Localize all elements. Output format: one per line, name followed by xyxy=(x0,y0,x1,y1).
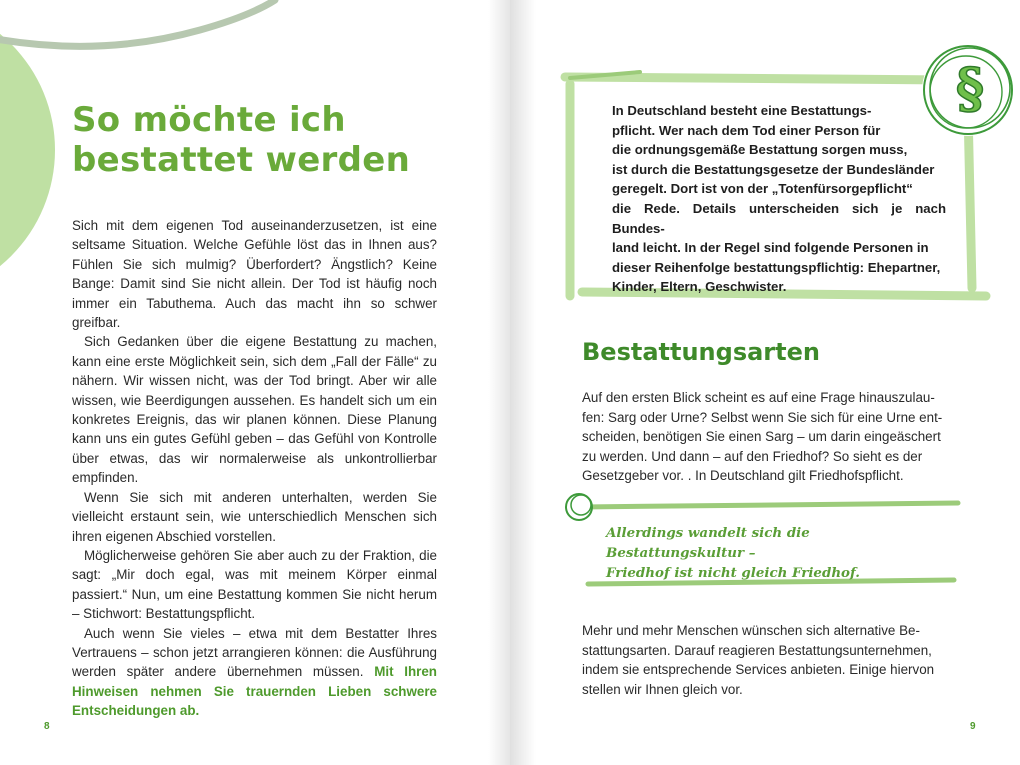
left-body-text xyxy=(72,216,437,721)
box-line: die Rede. Details unterscheiden sich je nach Bundes- xyxy=(612,200,946,236)
box-line: Kinder, Eltern, Geschwister. xyxy=(612,279,787,295)
para1-line: zu werden. Und dann – auf den Friedhof? So sieht es der xyxy=(582,448,923,464)
right-page xyxy=(510,0,1020,765)
page-title xyxy=(72,100,452,180)
box-line: In Deutschland besteht eine Bestattungs- xyxy=(612,103,872,118)
left-paragraph-4: Möglicherweise gehören Sie aber auch zu der Fraktion, die sagt: „Mir doch egal, was mit meinem Körper einmal passiert.“ Nun, um eine Bestattung kommen Sie nicht herum – Stichwort: Bestattungspflicht. xyxy=(72,547,437,622)
info-box-text xyxy=(612,101,946,297)
section-heading: Bestattungsarten xyxy=(582,338,820,366)
para2-line: Mehr und mehr Menschen wünschen sich alternative Be- xyxy=(582,623,920,638)
left-paragraph-2: Sich Gedanken über die eigene Bestattung zu machen, kann eine erste Möglichkeit sein, sich dem „Fall der Fälle“ zu nähern. Wir wissen nicht, was der Tod bringt. Aber wir alle wissen, wie Beerdigungen aussehen. Es handelt sich um ein konkretes Ereignis, das wir planen können. Diese Planung kann uns ein gutes Gefühl geben – das Gefühl von Kontrolle über etwas, das wir normalerweise als unkontrollierbar empfinden. xyxy=(72,334,437,486)
left-paragraph-5 xyxy=(72,624,437,721)
paragraph-icon: § xyxy=(955,56,985,120)
left-paragraph-3: Wenn Sie sich mit anderen unterhalten, werden Sie vielleicht erstaunt sein, wie unterschiedlich Menschen sich ihren eigenen Abschied vorstellen. xyxy=(72,489,437,544)
page-number-right: 9 xyxy=(970,721,976,732)
para1-line: fen: Sarg oder Urne? Selbst wenn Sie sich für eine Urne ent- xyxy=(582,409,943,425)
arc-decoration xyxy=(0,0,275,46)
right-paragraph-1 xyxy=(582,388,947,486)
left-paragraph-5-text: Auch wenn Sie vieles – etwa mit dem Bestatter Ihres Vertrauens – schon jetzt arrangieren können: die Ausführung werden später andere übernehmen müssen. xyxy=(72,625,437,680)
box-line: land leicht. In der Regel sind folgende Personen in xyxy=(612,240,929,256)
page-number-left: 8 xyxy=(44,721,50,732)
box-line: dieser Reihenfolge bestattungspflichtig: Ehepartner, xyxy=(612,259,941,275)
para1-line: scheiden, benötigen Sie einen Sarg – um darin eingeäschert xyxy=(582,429,941,445)
pull-quote xyxy=(606,523,946,583)
title-line-2: bestattet werden xyxy=(72,140,411,180)
title-line-1: So möchte ich xyxy=(72,100,346,140)
gutter-shadow-right xyxy=(510,0,536,765)
gutter-shadow-left xyxy=(488,0,510,765)
para2-line: stattungsarten. Darauf reagieren Bestattungsunternehmen, xyxy=(582,642,932,658)
para2-line: stellen wir Ihnen gleich vor. xyxy=(582,681,743,697)
box-line: geregelt. Dort ist von der „Totenfürsorgepflicht“ xyxy=(612,181,913,197)
box-line: die ordnungsgemäße Bestattung sorgen muss, xyxy=(612,142,908,158)
quote-line: Friedhof ist nicht gleich Friedhof. xyxy=(606,565,860,581)
right-paragraph-2 xyxy=(582,621,947,699)
box-line: pflicht. Wer nach dem Tod einer Person für xyxy=(612,122,881,138)
highlight-text: Mit Ihren Hinweisen nehmen Sie trauernden Lieben schwere Entscheidungen ab. xyxy=(72,664,437,719)
left-paragraph-1: Sich mit dem eigenen Tod auseinanderzusetzen, ist eine seltsame Situation. Welche Gefühle löst das in Ihnen aus? Fühlen Sie sich mulmig? Überfordert? Ängstlich? Keine Bange: Damit sind Sie nicht allein. Der Tod ist häufig noch immer ein Tabuthema. Auch das macht ihn so schwer greifbar. xyxy=(72,218,437,331)
quote-line: Allerdings wandelt sich die Bestattungskultur – xyxy=(606,525,810,561)
box-line: ist durch die Bestattungsgesetze der Bundesländer xyxy=(612,161,935,177)
para2-line: indem sie entsprechende Services anbieten. Einige hiervon xyxy=(582,662,935,678)
para1-line: Auf den ersten Blick scheint es auf eine Frage hinauszulau- xyxy=(582,390,935,405)
para1-line: Gesetzgeber vor. . In Deutschland gilt Friedhofspflicht. xyxy=(582,468,904,484)
